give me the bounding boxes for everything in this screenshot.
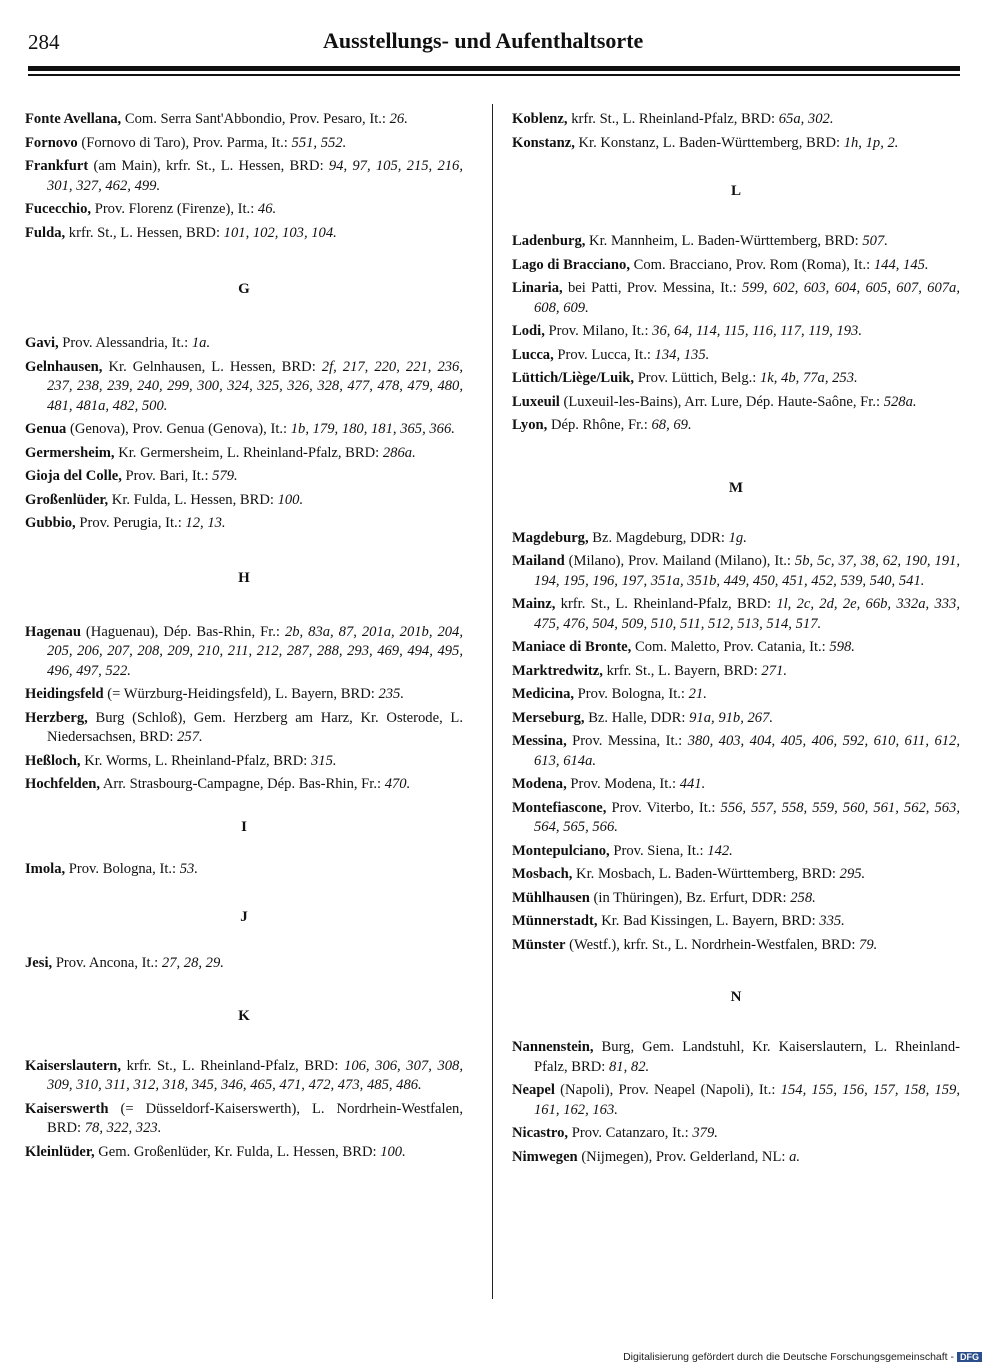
index-entry [512,393,960,413]
section-letter-n: N [730,989,742,1005]
index-entry [512,1038,960,1077]
entry-place-name: Fornovo [25,134,78,151]
index-entry [512,936,960,956]
entry-catalog-refs: 100. [380,1143,406,1160]
entry-location-info: Kr. Germersheim, L. Rheinland-Pfalz, BRD: [114,444,383,461]
index-entry [25,444,463,464]
entry-location-info: Com. Maletto, Prov. Catania, It.: [631,639,830,655]
entry-location-info: Prov. Lucca, It.: [553,346,655,363]
index-entry [25,685,463,705]
section-letter-m: M [728,479,744,496]
entry-place-name: Magdeburg, [512,529,589,546]
entry-place-name: Hagenau [25,623,81,640]
entry-location-info: krfr. St., L. Rheinland-Pfalz, BRD: [567,111,779,127]
entry-place-name: Frankfurt [25,158,89,174]
entry-catalog-refs: 46. [257,201,277,217]
entry-catalog-refs: 1g. [728,529,747,546]
entry-catalog-refs: 65a, 302. [778,111,834,127]
entry-location-info: (Nijmegen), Prov. Gelderland, NL: [577,1148,790,1165]
entry-place-name: Ladenburg, [512,233,586,249]
entry-place-name: Nicastro, [512,1125,569,1141]
index-entry [512,416,960,436]
entry-place-name: Heßloch, [25,752,81,769]
entry-catalog-refs: 2f, 217, 220, 221, 236, 237, 238, 239, 240, 299, 300, 324, 325, 326, 328, 477, 478, 479, 480, 481, 481a, 482, 500. [47,358,463,414]
entry-group-i [25,860,463,880]
entry-place-name: Linaria, [512,280,563,296]
section-letter-g: G [238,281,250,297]
entry-group-k [25,1057,463,1163]
entry-location-info: Kr. Mannheim, L. Baden-Württemberg, BRD: [585,233,863,249]
index-entry [25,1143,463,1163]
entry-place-name: Luxeuil [512,393,560,410]
entry-place-name: Lyon, [512,417,548,433]
entry-place-name: Koblenz, [512,111,568,127]
index-entry [512,279,960,318]
entry-catalog-refs: 528a. [883,393,917,410]
index-entry [512,529,960,549]
entry-place-name: Mailand [512,553,565,569]
entry-location-info: Prov. Siena, It.: [609,842,708,859]
entry-place-name: Heidingsfeld [25,686,104,702]
entry-place-name: Gavi, [25,335,59,351]
right-column [512,110,960,1171]
entry-location-info: Prov. Ancona, It.: [52,955,162,971]
index-entry [25,775,463,795]
entry-group-g [25,334,463,534]
entry-catalog-refs: 134, 135. [654,346,710,363]
index-entry [512,346,960,366]
index-entry [25,157,463,196]
entry-catalog-refs: 235. [378,686,404,702]
entry-catalog-refs: 68, 69. [651,417,692,433]
section-letter-i: I [241,818,247,835]
section-letter-h: H [238,569,250,586]
entry-place-name: Jesi, [25,955,53,971]
entry-location-info: Kr. Bad Kissingen, L. Bayern, BRD: [597,913,820,929]
entry-catalog-refs: 21. [688,686,707,702]
entry-location-info: (in Thüringen), Bz. Erfurt, DDR: [589,889,791,906]
entry-place-name: Marktredwitz, [512,662,603,679]
entry-catalog-refs: 335. [819,913,845,929]
entry-catalog-refs: 142. [707,842,733,859]
index-entry [25,491,463,511]
entry-location-info: (Genova), Prov. Genua (Genova), It.: [66,421,291,437]
entry-location-info: Prov. Bari, It.: [121,468,213,484]
entry-catalog-refs: 315. [310,752,337,769]
index-entry [512,110,960,130]
entry-catalog-refs: 5b, 5c, 37, 38, 62, 190, 191, 194, 195, 196, 197, 351a, 351b, 449, 450, 451, 452, 539, 540, 541. [534,553,960,589]
entry-location-info: Kr. Worms, L. Rheinland-Pfalz, BRD: [80,752,311,769]
index-entry [25,623,463,682]
entry-catalog-refs: 81, 82. [609,1058,650,1075]
entry-place-name: Kaiserslautern, [25,1057,122,1074]
entry-location-info: Bz. Halle, DDR: [584,709,690,726]
entry-location-info: Burg (Schloß), Gem. Herzberg am Harz, Kr. Osterode, L. Niedersachsen, BRD: [47,709,463,745]
entry-catalog-refs: 257. [177,729,203,745]
page-header [28,30,963,64]
entry-catalog-refs: 1b, 179, 180, 181, 365, 366. [290,421,455,437]
index-entry [25,1057,463,1096]
index-entry [25,358,463,417]
index-entry [25,224,463,244]
index-entry [512,842,960,862]
entry-group-n [512,1038,960,1167]
entry-place-name: Lago di Bracciano, [512,256,630,273]
entry-place-name: Montefiascone, [512,799,607,816]
section-letter-l: L [730,183,741,199]
entry-catalog-refs: 1l, 2c, 2d, 2e, 66b, 332a, 333, 475, 476, 504, 509, 510, 511, 512, 513, 514, 517. [534,596,960,632]
index-entry [512,775,960,795]
entry-catalog-refs: 79. [859,936,878,953]
index-entry [512,322,960,342]
entry-catalog-refs: 101, 102, 103, 104. [223,224,337,241]
entry-location-info: (Luxeuil-les-Bains), Arr. Lure, Dép. Haute-Saône, Fr.: [559,393,884,410]
index-entry [512,662,960,682]
entry-place-name: Lüttich/Liège/Luik, [512,370,635,386]
entry-location-info: Prov. Modena, It.: [566,776,680,792]
index-entry [512,799,960,838]
entry-catalog-refs: 598. [829,639,855,655]
entry-place-name: Genua [25,421,67,437]
index-entry [512,709,960,729]
column-divider [492,104,493,1299]
index-entry [512,232,960,252]
entry-place-name: Münster [512,936,566,953]
entry-location-info: (Milano), Prov. Mailand (Milano), It.: [564,553,795,569]
entry-location-info: (Fornovo di Taro), Prov. Parma, It.: [77,134,292,151]
index-entry [25,467,463,487]
entry-catalog-refs: 53. [179,860,198,877]
entry-location-info: Prov. Catanzaro, It.: [568,1125,693,1141]
entry-catalog-refs: 470. [384,776,411,792]
index-entry [512,369,960,389]
index-entry [25,134,463,154]
entry-catalog-refs: 556, 557, 558, 559, 560, 561, 562, 563, 564, 565, 566. [534,799,960,835]
index-entry [512,865,960,885]
entry-place-name: Kleinlüder, [25,1143,95,1160]
entry-location-info: (Napoli), Prov. Neapel (Napoli), It.: [554,1082,781,1098]
entry-place-name: Fucecchio, [25,201,92,217]
entry-location-info: Prov. Milano, It.: [544,323,653,339]
entry-location-info: Dép. Rhône, Fr.: [547,417,652,433]
index-entry [25,420,463,440]
entry-place-name: Konstanz, [512,134,575,151]
entry-location-info: krfr. St., L. Rheinland-Pfalz, BRD: [555,596,777,612]
entry-place-name: Nannenstein, [512,1039,594,1055]
entry-place-name: Gubbio, [25,515,76,531]
entry-catalog-refs: 441. [679,776,706,792]
entry-group-l [512,232,960,436]
entry-location-info: Prov. Bologna, It.: [65,860,180,877]
entry-place-name: Großenlüder, [25,491,109,508]
entry-catalog-refs: 258. [790,889,816,906]
entry-place-name: Hochfelden, [25,776,100,792]
index-entry [25,334,463,354]
index-entry [25,514,463,534]
entry-location-info: (= Düsseldorf-Kaiserswerth), L. Nordrhein-Westfalen, BRD: [47,1100,463,1136]
entry-place-name: Germersheim, [25,444,115,461]
entry-place-name: Montepulciano, [512,842,610,859]
section-letter-j: J [240,909,248,925]
index-entry [512,1124,960,1144]
entry-location-info: krfr. St., L. Bayern, BRD: [602,662,762,679]
page-number: 284 [28,30,60,54]
entry-catalog-refs: 12, 13. [185,515,226,531]
entry-catalog-refs: 91a, 91b, 267. [689,709,774,726]
index-entry [512,732,960,771]
entry-place-name: Gelnhausen, [25,358,103,375]
entry-catalog-refs: 144, 145. [873,256,929,273]
entry-catalog-refs: 379. [692,1125,718,1141]
entry-location-info: Arr. Strasbourg-Campagne, Dép. Bas-Rhin, Fr.: [100,776,385,792]
entry-location-info: bei Patti, Prov. Messina, It.: [562,280,743,296]
index-entry [25,752,463,772]
entry-group-k-cont [512,110,960,153]
entry-location-info: Prov. Viterbo, It.: [606,799,721,816]
index-entry [25,860,463,880]
digitization-footer [623,1351,982,1363]
index-entry [25,110,463,130]
entry-place-name: Fulda, [25,224,66,241]
index-entry [512,552,960,591]
entry-location-info: Bz. Magdeburg, DDR: [588,529,729,546]
entry-catalog-refs: 100. [277,491,304,508]
entry-catalog-refs: 26. [389,111,408,127]
index-entry [512,685,960,705]
entry-location-info: Prov. Perugia, It.: [75,515,186,531]
entry-catalog-refs: 295. [839,866,866,882]
entry-location-info: (Westf.), krfr. St., L. Nordrhein-Westfalen, BRD: [565,936,860,953]
entry-catalog-refs: 286a. [382,444,416,461]
entry-catalog-refs: a. [789,1148,801,1165]
index-entry [512,638,960,658]
entry-place-name: Maniace di Bronte, [512,639,632,655]
entry-place-name: Neapel [512,1082,555,1098]
entry-place-name: Fonte Avellana, [25,111,122,127]
entry-location-info: Prov. Messina, It.: [566,733,688,749]
entry-catalog-refs: 154, 155, 156, 157, 158, 159, 161, 162, 163. [534,1082,960,1118]
entry-catalog-refs: 27, 28, 29. [161,955,224,971]
entry-location-info: (am Main), krfr. St., L. Hessen, BRD: [88,158,329,174]
entry-catalog-refs: 2b, 83a, 87, 201a, 201b, 204, 205, 206, 207, 208, 209, 210, 211, 212, 287, 288, 293, 469, 494, 495, 496, 497, 522. [47,623,464,679]
entry-place-name: Mosbach, [512,866,573,882]
entry-location-info: Prov. Alessandria, It.: [58,335,192,351]
index-entry [25,954,463,974]
entry-location-info: krfr. St., L. Hessen, BRD: [65,224,224,241]
page-title: Ausstellungs- und Aufenthaltsorte [323,28,644,53]
entry-catalog-refs: 1k, 4b, 77a, 253. [759,370,858,386]
entry-catalog-refs: 380, 403, 404, 405, 406, 592, 610, 611, 612, 613, 614a. [534,733,960,769]
index-entry [25,1100,463,1139]
entry-group-j [25,954,463,974]
entry-place-name: Münnerstadt, [512,913,598,929]
index-entry [512,595,960,634]
entry-location-info: (= Würzburg-Heidingsfeld), L. Bayern, BRD: [103,686,379,702]
index-entry [512,1148,960,1168]
entry-location-info: Com. Bracciano, Prov. Rom (Roma), It.: [629,256,874,273]
entry-place-name: Nimwegen [512,1148,578,1165]
footer-text: Digitalisierung gefördert durch die Deutsche Forschungsgemeinschaft - [623,1351,954,1363]
entry-place-name: Lucca, [512,346,554,363]
entry-group-m [512,529,960,956]
index-entry [25,200,463,220]
entry-place-name: Lodi, [512,323,545,339]
entry-place-name: Herzberg, [25,709,88,726]
entry-catalog-refs: 94, 97, 105, 215, 216, 301, 327, 462, 499. [47,158,463,194]
entry-place-name: Kaiserswerth [25,1100,109,1117]
entry-place-name: Gioja del Colle, [25,468,122,484]
entry-catalog-refs: 36, 64, 114, 115, 116, 117, 119, 193. [652,323,862,339]
entry-catalog-refs: 1h, 1p, 2. [843,134,899,151]
index-entry [512,134,960,154]
entry-catalog-refs: 579. [212,468,238,484]
entry-place-name: Modena, [512,776,567,792]
entry-location-info: Kr. Gelnhausen, L. Hessen, BRD: [102,358,322,375]
entry-group-h [25,623,463,795]
entry-group-f [25,110,463,243]
entry-location-info: Prov. Florenz (Firenze), It.: [91,201,258,217]
index-entry [512,1081,960,1120]
entry-location-info: (Haguenau), Dép. Bas-Rhin, Fr.: [80,623,285,640]
header-rule-thick [28,66,960,71]
entry-location-info: Com. Serra Sant'Abbondio, Prov. Pesaro, It.: [121,111,390,127]
entry-place-name: Mühlhausen [512,889,590,906]
dfg-logo-icon: DFG [957,1352,982,1362]
entry-place-name: Medicina, [512,686,575,702]
entry-location-info: Prov. Lüttich, Belg.: [634,370,760,386]
entry-place-name: Messina, [512,733,567,749]
entry-place-name: Imola, [25,860,66,877]
index-entry [512,912,960,932]
entry-location-info: Kr. Konstanz, L. Baden-Württemberg, BRD: [574,134,844,151]
entry-location-info: Kr. Mosbach, L. Baden-Württemberg, BRD: [572,866,840,882]
entry-place-name: Mainz, [512,596,556,612]
index-entry [512,256,960,276]
entry-location-info: Kr. Fulda, L. Hessen, BRD: [108,491,278,508]
index-entry [512,889,960,909]
entry-catalog-refs: 1a. [191,335,211,351]
entry-location-info: Gem. Großenlüder, Kr. Fulda, L. Hessen, BRD: [94,1143,381,1160]
entry-catalog-refs: 551, 552. [291,134,347,151]
entry-catalog-refs: 106, 306, 307, 308, 309, 310, 311, 312, 318, 345, 346, 465, 471, 472, 473, 485, 486. [47,1057,463,1093]
entry-location-info: Prov. Bologna, It.: [574,686,689,702]
entry-location-info: krfr. St., L. Rheinland-Pfalz, BRD: [121,1057,345,1074]
entry-catalog-refs: 507. [862,233,888,249]
header-rule-thin [28,74,960,76]
entry-catalog-refs: 271. [761,662,787,679]
index-entry [25,709,463,748]
left-column [25,110,463,1166]
entry-catalog-refs: 599, 602, 603, 604, 605, 607, 607a, 608, 609. [534,280,960,316]
entry-catalog-refs: 78, 322, 323. [84,1120,162,1136]
entry-place-name: Merseburg, [512,709,585,726]
entry-location-info: Burg, Gem. Landstuhl, Kr. Kaiserslautern, L. Rheinland-Pfalz, BRD: [534,1039,960,1075]
section-letter-k: K [238,1007,250,1024]
